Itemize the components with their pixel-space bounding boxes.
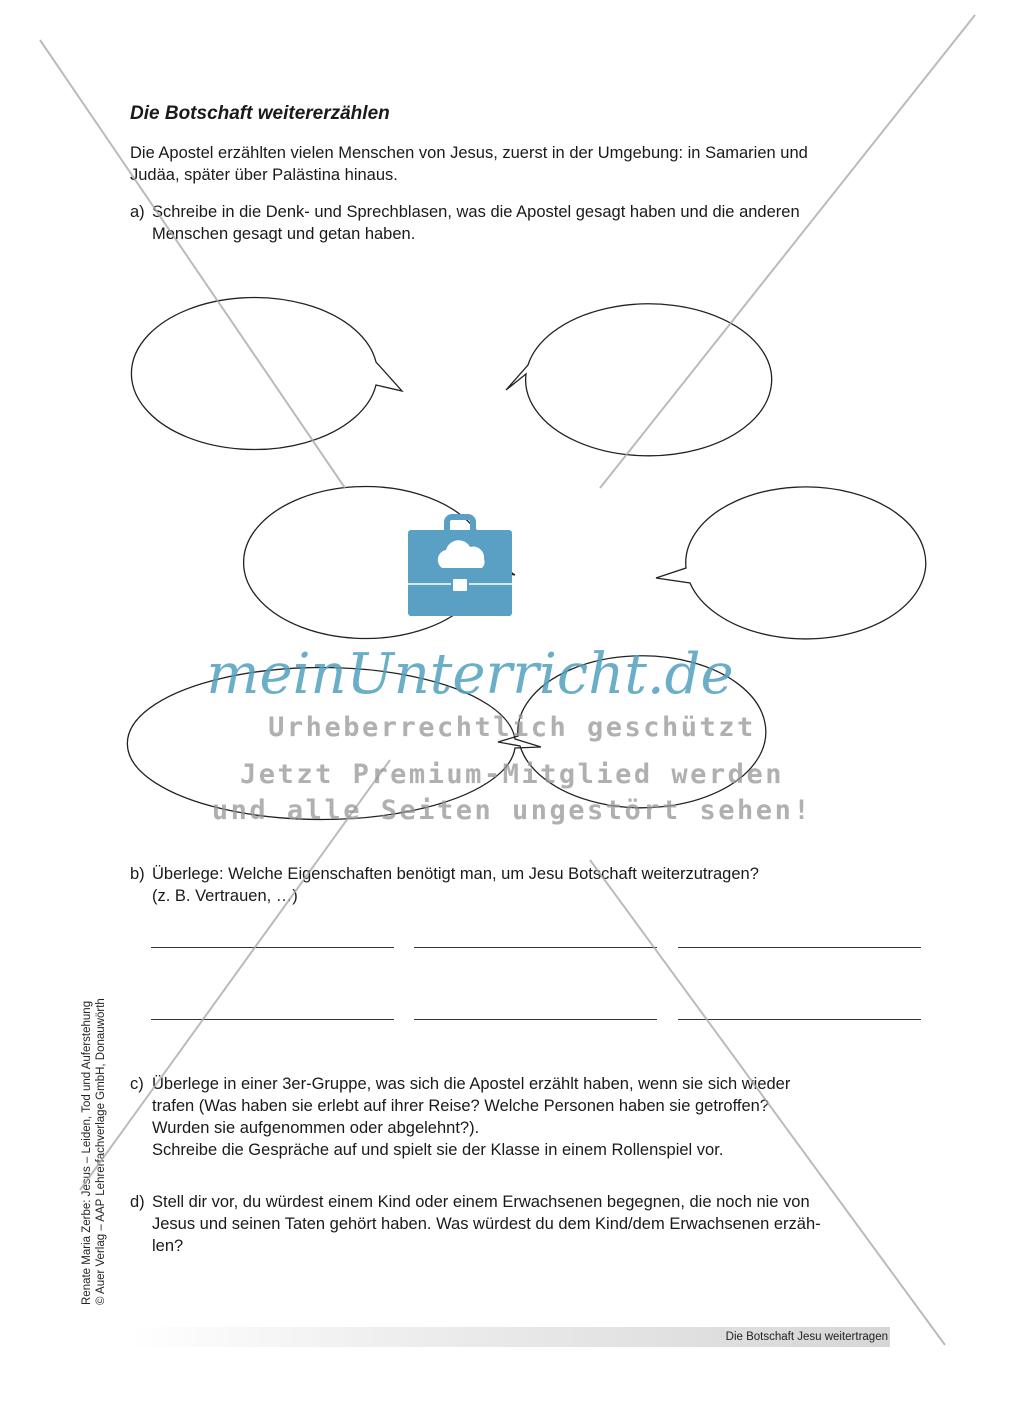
answer-line[interactable] [151,1019,394,1020]
watermark-line-3: und alle Seiten ungestört sehen! [211,795,813,826]
task-c-line: Schreibe die Gespräche auf und spielt sie der Klasse in einem Rollenspiel vor. [152,1141,724,1159]
task-a-line: Schreibe in die Denk- und Sprechblasen, was die Apostel gesagt haben und die anderen [152,203,800,221]
answer-line[interactable] [678,1019,921,1020]
task-d-label: d) [130,1193,145,1211]
answer-line[interactable] [414,1019,657,1020]
task-d-line: Stell dir vor, du würdest einem Kind oder einem Erwachsenen begegnen, die noch nie von [152,1193,810,1211]
task-d-line: Jesus und seinen Taten gehört haben. Was würdest du dem Kind/dem Erwachsenen erzäh- [152,1215,821,1233]
task-c [130,1073,930,1161]
task-b [130,863,930,907]
answer-line[interactable] [151,947,394,948]
side-credit [80,965,108,1305]
task-d [130,1191,930,1257]
footer-title: Die Botschaft Jesu weitertragen [725,1331,888,1343]
side-credit-line: © Auer Verlag – AAP Lehrerfachverlage GmbH, Donauwörth [95,998,107,1305]
task-a-label: a) [130,203,145,221]
intro-line: Die Apostel erzählten vielen Menschen von Jesus, zuerst in der Umgebung: in Samarien und [130,144,808,162]
watermark-logo: meinUnterricht.de [206,642,734,707]
task-b-label: b) [130,865,145,883]
task-d-line: len? [152,1237,184,1255]
task-c-line: trafen (Was haben sie erlebt auf ihrer Reise? Welche Personen haben sie getroffen? [152,1097,769,1115]
task-c-line: Überlege in einer 3er-Gruppe, was sich die Apostel erzählt haben, wenn sie sich wieder [152,1075,791,1093]
watermark-line-2: Jetzt Premium-Mitglied werden [240,759,784,790]
task-a-line: Menschen gesagt und getan haben. [152,225,416,243]
speech-bubble-top-right[interactable] [506,304,772,456]
task-c-label: c) [130,1075,144,1093]
intro-line: Judäa, später über Palästina hinaus. [130,166,398,184]
page-title: Die Botschaft weitererzählen [130,103,390,124]
answer-line[interactable] [678,947,921,948]
speech-bubble-middle-right[interactable] [656,487,926,639]
side-credit-line: Renate Maria Zerbe: Jesus – Leiden, Tod und Auferstehung [81,1000,93,1305]
answer-line[interactable] [414,947,657,948]
task-b-line: (z. B. Vertrauen, …) [152,887,298,905]
task-b-line: Überlege: Welche Eigenschaften benötigt man, um Jesu Botschaft weiterzutragen? [152,865,759,883]
watermark-line-1: Urheberrechtlich geschützt [268,712,756,743]
speech-bubble-top-left[interactable] [131,297,402,449]
briefcase-icon [404,512,516,618]
task-c-line: Wurden sie aufgenommen oder abgelehnt?). [152,1119,480,1137]
